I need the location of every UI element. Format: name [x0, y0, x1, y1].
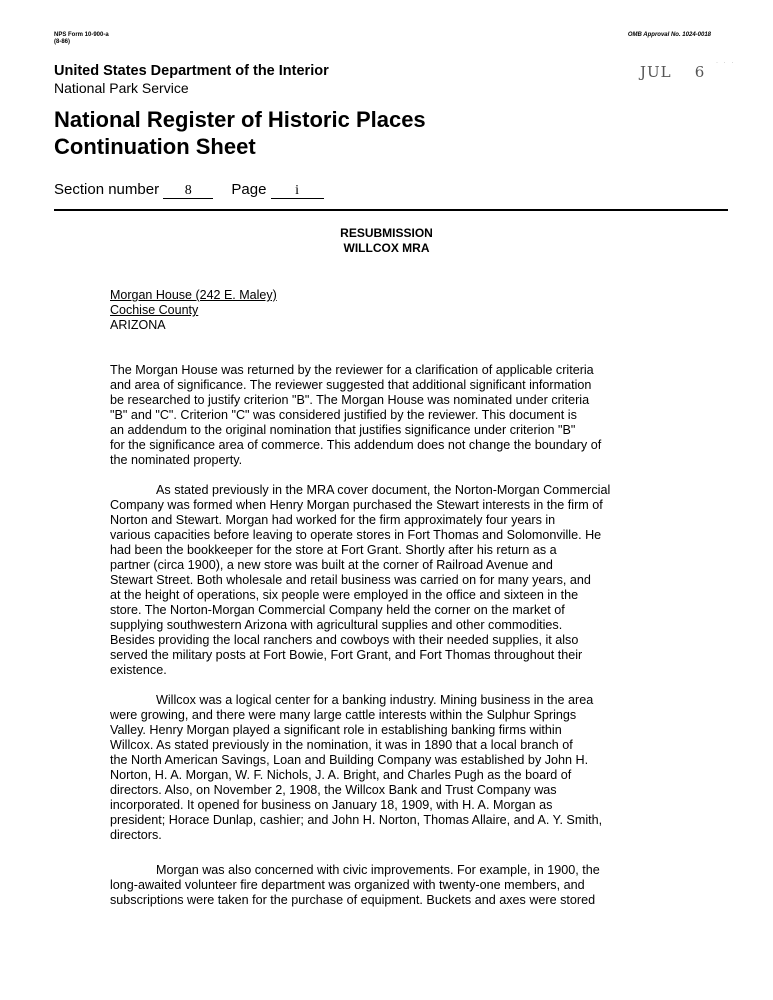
text-line: the nominated property.: [110, 453, 243, 467]
paragraph-1: [110, 363, 666, 468]
page-value: i: [271, 183, 324, 199]
property-address-block: [110, 288, 277, 333]
section-page-row: [54, 181, 324, 199]
text-line: Stewart Street. Both wholesale and retail business was carried on for many years, and: [110, 573, 591, 587]
text-line: served the military posts at Fort Bowie, Fort Grant, and Fort Thomas throughout their: [110, 648, 583, 662]
text-line: partner (circa 1900), a new store was built at the corner of Railroad Avenue and: [110, 558, 553, 572]
section-number-label: Section number: [54, 181, 160, 198]
form-revision-text: (8-86): [54, 39, 71, 45]
text-line: the North American Savings, Loan and Building Company was established by John H.: [110, 753, 589, 767]
paragraph-4: [110, 863, 666, 908]
text-line: at the height of operations, six people were employed in the office and sixteen in the: [110, 588, 579, 602]
text-line: Company was formed when Henry Morgan purchased the Stewart interests in the firm of: [110, 498, 603, 512]
text-line: As stated previously in the MRA cover document, the Norton-Morgan Commercial: [156, 483, 611, 497]
stamp-day: 6: [694, 63, 706, 81]
text-line: Norton, H. A. Morgan, W. F. Nichols, J. A. Bright, and Charles Pugh as the board of: [110, 768, 572, 782]
text-line: store. The Norton-Morgan Commercial Company held the corner on the market of: [110, 603, 565, 617]
text-line: president; Horace Dunlap, cashier; and John H. Norton, Thomas Allaire, and A. Y. Smith,: [110, 813, 603, 827]
page-label: Page: [231, 181, 267, 198]
text-line: incorporated. It opened for business on January 18, 1909, with H. A. Morgan as: [110, 798, 553, 812]
service-name: National Park Service: [54, 80, 189, 96]
text-line: were growing, and there were many large cattle interests within the Sulphur Springs: [110, 708, 577, 722]
omb-approval: OMB Approval No. 1024-0018: [627, 32, 711, 38]
text-line: be researched to justify criterion "B". The Morgan House was nominated under criteria: [110, 393, 590, 407]
title-line-1: National Register of Historic Places: [54, 107, 426, 132]
text-line: Morgan was also concerned with civic improvements. For example, in 1900, the: [156, 863, 600, 877]
text-line: had been the bookkeeper for the store at Fort Grant. Shortly after his return as a: [110, 543, 557, 557]
title-line-2: Continuation Sheet: [54, 134, 256, 159]
property-county: Cochise County: [110, 303, 199, 317]
stamp-speckle: · · ·: [716, 60, 736, 66]
text-line: and area of significance. The reviewer suggested that additional significant information: [110, 378, 592, 392]
text-line: long-awaited volunteer fire department was organized with twenty-one members, and: [110, 878, 585, 892]
text-line: Besides providing the local ranchers and cowboys with their needed supplies, it also: [110, 633, 579, 647]
text-line: various capacities before leaving to operate stores in Fort Thomas and Solomonville. He: [110, 528, 602, 542]
mra-heading: WILLCOX MRA: [343, 241, 430, 255]
text-line: Norton and Stewart. Morgan had worked for the firm approximately four years in: [110, 513, 556, 527]
text-line: directors.: [110, 828, 162, 842]
property-state: ARIZONA: [110, 318, 166, 332]
received-date-stamp: [640, 63, 705, 81]
resubmission-heading: RESUBMISSION: [340, 226, 433, 240]
text-line: "B" and "C". Criterion "C" was considered justified by the reviewer. This document is: [110, 408, 577, 422]
text-line: for the significance area of commerce. This addendum does not change the boundary of: [110, 438, 602, 452]
section-number-value: 8: [163, 183, 213, 199]
text-line: directors. Also, on November 2, 1908, the Willcox Bank and Trust Company was: [110, 783, 557, 797]
paragraph-2: [110, 483, 666, 678]
page-title: [54, 106, 426, 160]
department-name: United States Department of the Interior: [54, 63, 329, 79]
header-divider: [54, 209, 728, 211]
stamp-month: JUL: [640, 63, 672, 81]
form-number: [54, 32, 109, 46]
text-line: subscriptions were taken for the purchase of equipment. Buckets and axes were stored: [110, 893, 596, 907]
paragraph-3: [110, 693, 666, 843]
text-line: Valley. Henry Morgan played a significant role in establishing banking firms within: [110, 723, 562, 737]
form-number-text: NPS Form 10-900-a: [54, 32, 109, 38]
text-line: supplying southwestern Arizona with agricultural supplies and other commodities.: [110, 618, 563, 632]
text-line: an addendum to the original nomination that justifies significance under criterion "B": [110, 423, 576, 437]
text-line: existence.: [110, 663, 167, 677]
text-line: Willcox. As stated previously in the nomination, it was in 1890 that a local branch of: [110, 738, 573, 752]
text-line: Willcox was a logical center for a banking industry. Mining business in the area: [156, 693, 594, 707]
text-line: The Morgan House was returned by the reviewer for a clarification of applicable criteria: [110, 363, 594, 377]
property-name: Morgan House (242 E. Maley): [110, 288, 277, 302]
